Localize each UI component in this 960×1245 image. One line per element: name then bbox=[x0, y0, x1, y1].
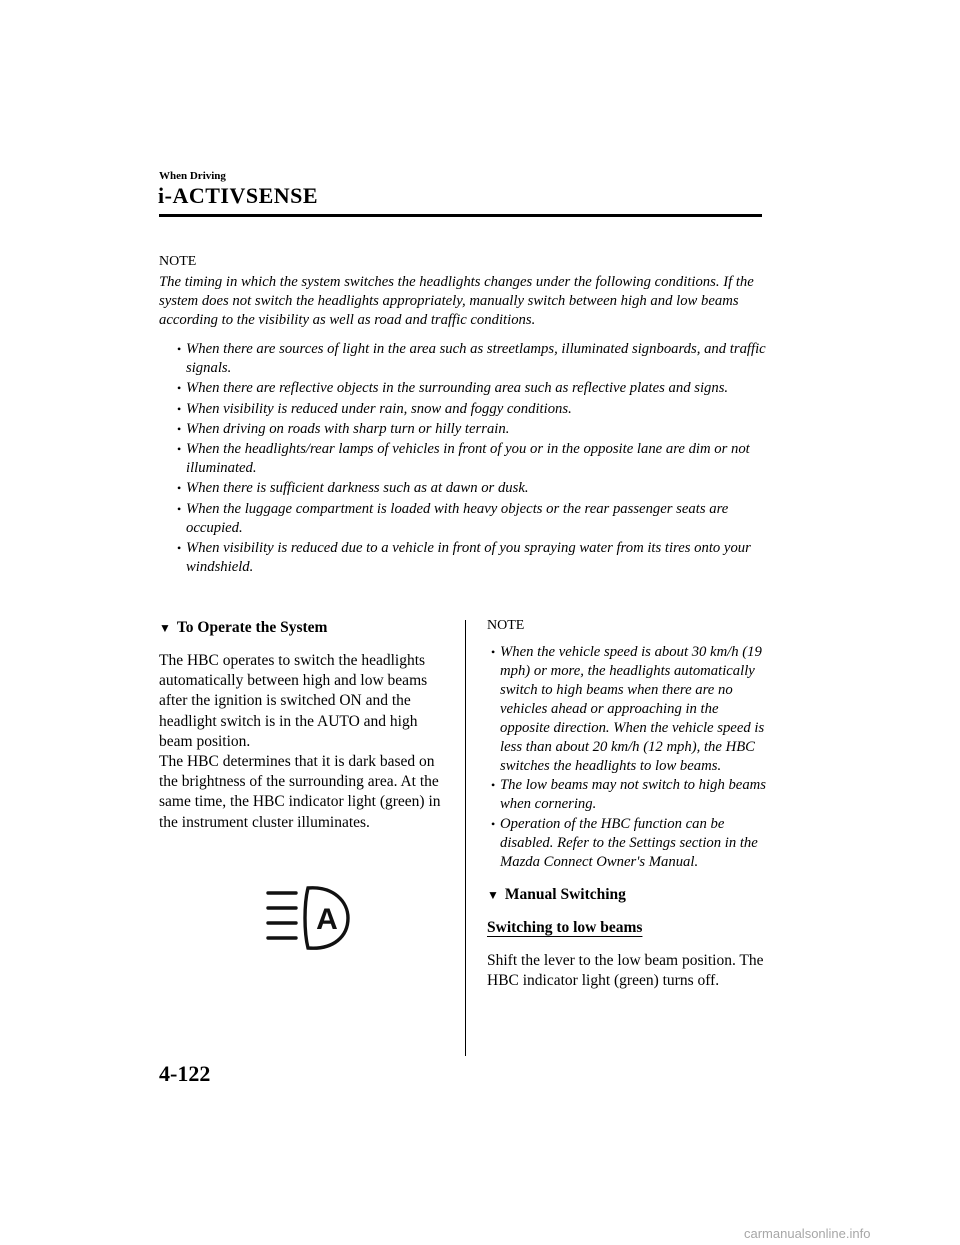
note-list bbox=[159, 340, 769, 577]
bullet-icon: • bbox=[177, 381, 182, 396]
triangle-icon: ▼ bbox=[159, 621, 171, 635]
watermark: carmanualsonline.info bbox=[744, 1226, 871, 1241]
list-item: • When there is sufficient darkness such as at dawn or dusk. bbox=[177, 480, 529, 497]
list-item: • When the headlights/rear lamps of vehicles in front of you or in the opposite lane are dim or not illuminated. bbox=[177, 441, 750, 477]
bullet-icon: • bbox=[491, 778, 496, 793]
manual-heading: ▼ Manual Switching bbox=[487, 885, 626, 903]
bullet-icon: • bbox=[491, 645, 496, 659]
hbc-indicator-icon bbox=[264, 884, 354, 952]
page-title: i-ACTIVSENSE bbox=[158, 183, 319, 208]
bullet-icon: • bbox=[177, 541, 182, 556]
page-number: 4-122 bbox=[159, 1061, 211, 1086]
note-label: NOTE bbox=[159, 254, 197, 269]
title-rule bbox=[159, 214, 762, 217]
top-note bbox=[159, 253, 769, 578]
list-item: • When visibility is reduced under rain, snow and foggy conditions. bbox=[177, 400, 572, 417]
note-text: The timing in which the system switches the headlights changes under the following conditions. If the system does not switch the headlights appropriately, manually switch between high and low beams according to the visibility as well as road and traffic conditions. bbox=[159, 274, 754, 328]
list-item: • When there are reflective objects in the surrounding area such as reflective plates and signs. bbox=[177, 380, 729, 397]
column-divider bbox=[465, 620, 466, 1056]
bullet-icon: • bbox=[177, 342, 182, 356]
list-item: • When there are sources of light in the area such as streetlamps, illuminated signboards, and traffic signals. bbox=[177, 341, 766, 376]
list-item: • When the vehicle speed is about 30 km/h (19 mph) or more, the headlights automatically switch to high beams when there are no vehicles ahead or approaching in the opposite direction. When the vehicle speed is less than about 20 km/h (12 mph), the HBC switches the headlights to low beams. bbox=[491, 644, 765, 774]
low-beams-subheading: Switching to low beams bbox=[487, 918, 643, 936]
left-column bbox=[159, 618, 454, 833]
bullet-icon: • bbox=[177, 501, 182, 516]
hbc-letter: A bbox=[316, 903, 338, 936]
list-item: • When visibility is reduced due to a vehicle in front of you spraying water from its tires onto your windshield. bbox=[177, 540, 751, 576]
note-list bbox=[487, 643, 767, 872]
operate-paragraph: The HBC operates to switch the headlights automatically between high and low beams after the ignition is switched ON and the headlight switch is in the AUTO and high beam position. bbox=[159, 652, 428, 750]
bullet-icon: • bbox=[177, 442, 182, 457]
list-item: • The low beams may not switch to high beams when cornering. bbox=[491, 777, 766, 813]
operate-heading: ▼ To Operate the System bbox=[159, 619, 328, 636]
operate-paragraph: The HBC determines that it is dark based on the brightness of the surrounding area. At the same time, the HBC indicator light (green) in the instrument cluster illuminates. bbox=[159, 753, 441, 831]
manual-paragraph: Shift the lever to the low beam position. The HBC indicator light (green) turns off. bbox=[487, 951, 764, 989]
bullet-icon: • bbox=[177, 401, 182, 416]
note-label: NOTE bbox=[487, 618, 525, 633]
bullet-icon: • bbox=[177, 481, 182, 496]
list-item: • Operation of the HBC function can be disabled. Refer to the Settings section in the Mazda Connect Owner's Manual. bbox=[491, 815, 758, 870]
triangle-icon: ▼ bbox=[487, 887, 499, 902]
right-column bbox=[487, 617, 767, 991]
list-item: • When the luggage compartment is loaded with heavy objects or the rear passenger seats are occupied. bbox=[177, 500, 729, 536]
bullet-icon: • bbox=[491, 816, 496, 831]
section-label: When Driving bbox=[159, 170, 226, 182]
list-item: • When driving on roads with sharp turn or hilly terrain. bbox=[177, 420, 510, 437]
bullet-icon: • bbox=[177, 421, 182, 436]
